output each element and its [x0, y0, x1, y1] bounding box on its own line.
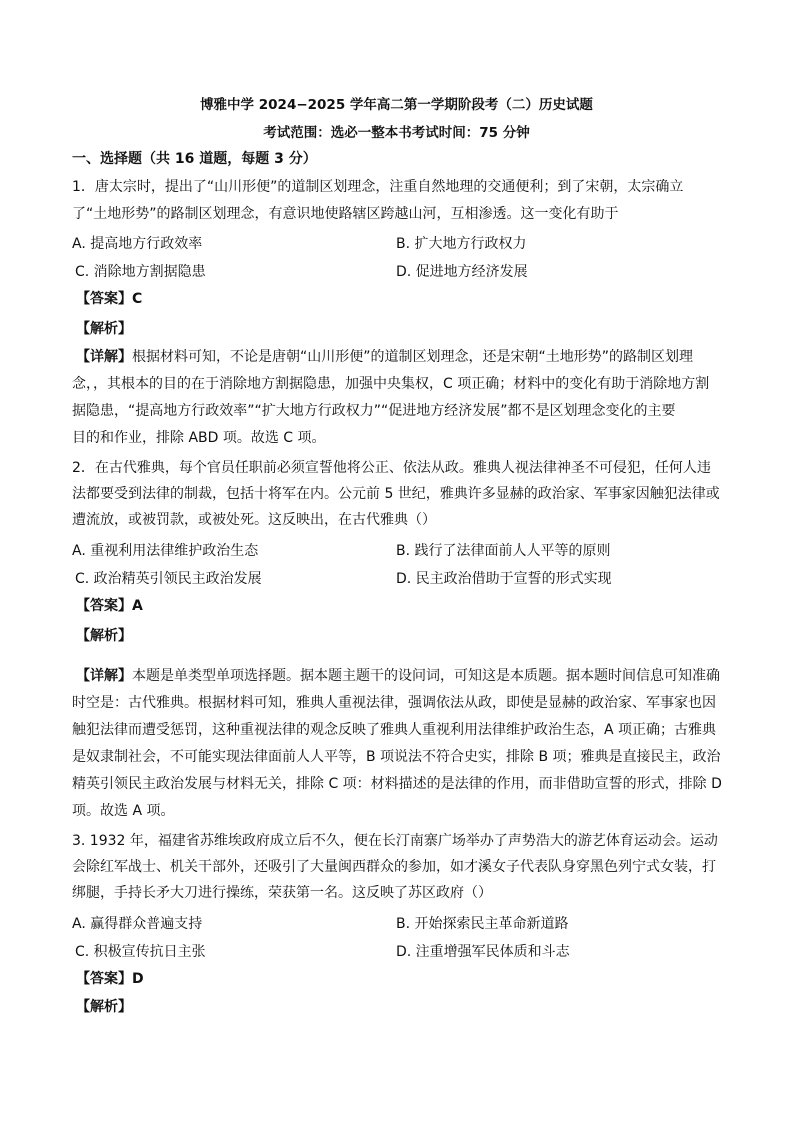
- question-1-detail-line-1: [76, 348, 693, 366]
- question-1-answer: [76, 290, 142, 308]
- question-2-stem-line-3: 遭流放，或被罚款，或被处死。这反映出，在古代雅典（）: [72, 512, 436, 528]
- question-2-detail-line-4: 是奴隶制社会，不可能实现法律面前人人平等，B 项说法不符合史实，排除 B 项；雅典是直接民主，政治: [72, 749, 721, 765]
- question-3-option-b: B. 开始探索民主革命新道路: [396, 916, 569, 932]
- question-1-option-b: B. 扩大地方行政权力: [396, 236, 527, 252]
- question-2-option-a: A. 重视利用法律维护政治生态: [72, 543, 259, 559]
- question-3-option-a: A. 赢得群众普遍支持: [72, 916, 203, 932]
- question-3-stem-line-3: 绑腿，手持长矛大刀进行操练，荣获第一名。这反映了苏区政府（）: [72, 885, 492, 901]
- question-2-detail-line-3: 触犯法律而遭受惩罚，这种重视法律的观念反映了雅典人重视利用法律维护政治生态，A 项正确；古雅典: [72, 722, 717, 738]
- question-2-option-d: D. 民主政治借助于宣誓的形式实现: [396, 571, 612, 587]
- question-2-stem-line-1: 2．在古代雅典，每个官员任职前必须宣誓他将公正、依法从政。雅典人视法律神圣不可侵犯，任何人违: [72, 460, 711, 476]
- detail-text: 根据材料可知，不论是唐朝“山川形便”的道制区划理念，还是宋朝“土地形势”的路制区划理: [132, 349, 694, 365]
- answer-label: 【答案】: [76, 598, 132, 614]
- question-3-option-d: D. 注重增强军民体质和斗志: [396, 944, 570, 960]
- question-1-analysis-label: 【解析】: [76, 321, 132, 337]
- exam-subtitle: 考试范围：选必一整本书考试时间：75 分钟: [263, 125, 530, 141]
- section-heading: 一、选择题（共 16 道题，每题 3 分）: [72, 151, 317, 167]
- question-2-detail-line-5: 精英引领民主政治发展与材料无关，排除 C 项：材料描述的是法律的作用，而非借助宣誓的形式，排除 D: [72, 776, 722, 792]
- answer-label: 【答案】: [76, 291, 132, 307]
- question-3-stem-line-1: 3. 1932 年，福建省苏维埃政府成立后不久，便在长汀南寨广场举办了声势浩大的游艺体育运动会。运动: [72, 833, 718, 849]
- question-2-analysis-label: 【解析】: [76, 628, 132, 644]
- detail-label: 【详解】: [76, 668, 132, 684]
- question-1-detail-line-2: 念，，其根本的目的在于消除地方割据隐患，加强中央集权，C 项正确；材料中的变化有助于消除地方割: [72, 376, 710, 392]
- question-3-analysis-label: 【解析】: [76, 999, 132, 1015]
- question-3-stem-line-2: 会除红军战士、机关干部外，还吸引了大量闽西群众的参加，如才溪女子代表队身穿黑色列宁式女装，打: [72, 859, 716, 875]
- question-1-option-d: D. 促进地方经济发展: [396, 264, 528, 280]
- question-2-option-b: B. 践行了法律面前人人平等的原则: [396, 543, 611, 559]
- question-2-option-c: C. 政治精英引领民主政治发展: [75, 571, 262, 587]
- question-2-answer: [76, 597, 143, 615]
- exam-title: 博雅中学 2024−2025 学年高二第一学期阶段考（二）历史试题: [200, 97, 593, 113]
- answer-value: D: [132, 971, 144, 987]
- question-1-option-c: C. 消除地方割据隐患: [75, 264, 206, 280]
- question-2-detail-line-2: 时空是：古代雅典。根据材料可知，雅典人重视法律，强调依法从政，即使是显赫的政治家、军事家也因: [72, 695, 716, 711]
- question-1-stem-line-2: 了“土地形势”的路制区划理念，有意识地使路辖区跨越山河，互相渗透。这一变化有助于: [72, 206, 619, 222]
- question-1-detail-line-4: 目的和作业，排除 ABD 项。故选 C 项。: [72, 430, 326, 446]
- answer-value: A: [132, 598, 143, 614]
- question-2-detail-line-1: [76, 667, 720, 685]
- question-2-detail-line-6: 项。故选 A 项。: [72, 803, 175, 819]
- question-2-stem-line-2: 法都要受到法律的制裁，包括十将军在内。公元前 5 世纪，雅典许多显赫的政治家、军事家因触犯法律或: [72, 486, 720, 502]
- answer-value: C: [132, 291, 143, 307]
- question-1-option-a: A. 提高地方行政效率: [72, 236, 203, 252]
- question-1-detail-line-3: 据隐患，“提高地方行政效率”“扩大地方行政权力”“促进地方经济发展”都不是区划理念变化的主要: [72, 403, 676, 419]
- question-3-option-c: C. 积极宣传抗日主张: [75, 944, 206, 960]
- detail-text: 本题是单类型单项选择题。据本题主题干的设问词，可知这是本质题。据本题时间信息可知准确: [132, 668, 720, 684]
- detail-label: 【详解】: [76, 349, 132, 365]
- question-1-stem-line-1: 1．唐太宗时，提出了“山川形便”的道制区划理念，注重自然地理的交通便利；到了宋朝，太宗确立: [72, 179, 684, 195]
- answer-label: 【答案】: [76, 971, 132, 987]
- question-3-answer: [76, 970, 144, 988]
